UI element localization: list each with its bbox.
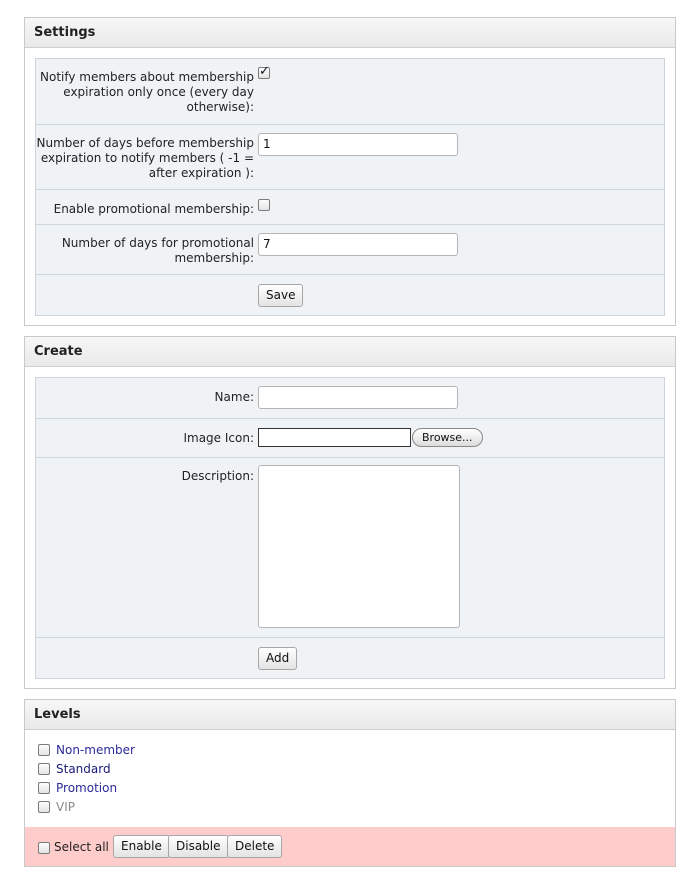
levels-panel [24,699,676,867]
image-icon-row [36,418,664,457]
create-form [35,377,665,679]
select-all-label[interactable]: Select all [54,840,109,854]
settings-panel [24,17,676,326]
levels-title: Levels [25,700,675,730]
level-name[interactable]: Promotion [56,781,118,795]
image-icon-label: Image Icon: [183,431,254,445]
level-name[interactable]: Non-member [56,743,135,757]
promo-days-row [36,224,664,274]
enable-button[interactable]: Enable [113,835,170,858]
days-before-row [36,124,664,189]
promo-days-label: Number of days for promotional membership: [61,236,254,265]
enable-promo-checkbox[interactable] [258,199,270,211]
level-name[interactable]: VIP [56,800,75,814]
enable-promo-label: Enable promotional membership: [53,202,254,216]
level-checkbox[interactable] [38,744,50,756]
create-panel [24,336,676,689]
notify-once-label: Notify members about membership expiration only once (every day otherwise): [40,70,254,114]
settings-title: Settings [25,18,675,48]
name-row [36,378,664,418]
delete-button[interactable]: Delete [227,835,282,858]
description-label: Description: [181,469,254,483]
save-button[interactable]: Save [258,284,303,307]
bulk-actions-bar [25,827,675,866]
settings-form [35,58,665,316]
notify-once-row [36,59,664,124]
level-checkbox[interactable] [38,782,50,794]
description-textarea[interactable] [258,465,460,628]
add-button[interactable]: Add [258,647,297,670]
name-label: Name: [214,390,254,404]
level-checkbox[interactable] [38,763,50,775]
days-before-input[interactable]: 1 [258,133,458,156]
name-input[interactable] [258,386,458,409]
create-title: Create [25,337,675,367]
level-checkbox[interactable] [38,801,50,813]
level-name[interactable]: Standard [56,762,111,776]
disable-button[interactable]: Disable [168,835,229,858]
add-row [36,637,664,678]
browse-button[interactable]: Browse... [412,428,483,447]
image-icon-file-input[interactable] [258,428,411,447]
days-before-label: Number of days before membership expiration to notify members ( -1 = after expiration ): [36,136,254,180]
enable-promo-row [36,189,664,224]
save-row [36,274,664,315]
image-icon-file-control [258,428,488,448]
promo-days-input[interactable]: 7 [258,233,458,256]
select-all-checkbox[interactable] [38,842,50,854]
notify-once-checkbox[interactable] [258,67,270,79]
description-row [36,457,664,637]
